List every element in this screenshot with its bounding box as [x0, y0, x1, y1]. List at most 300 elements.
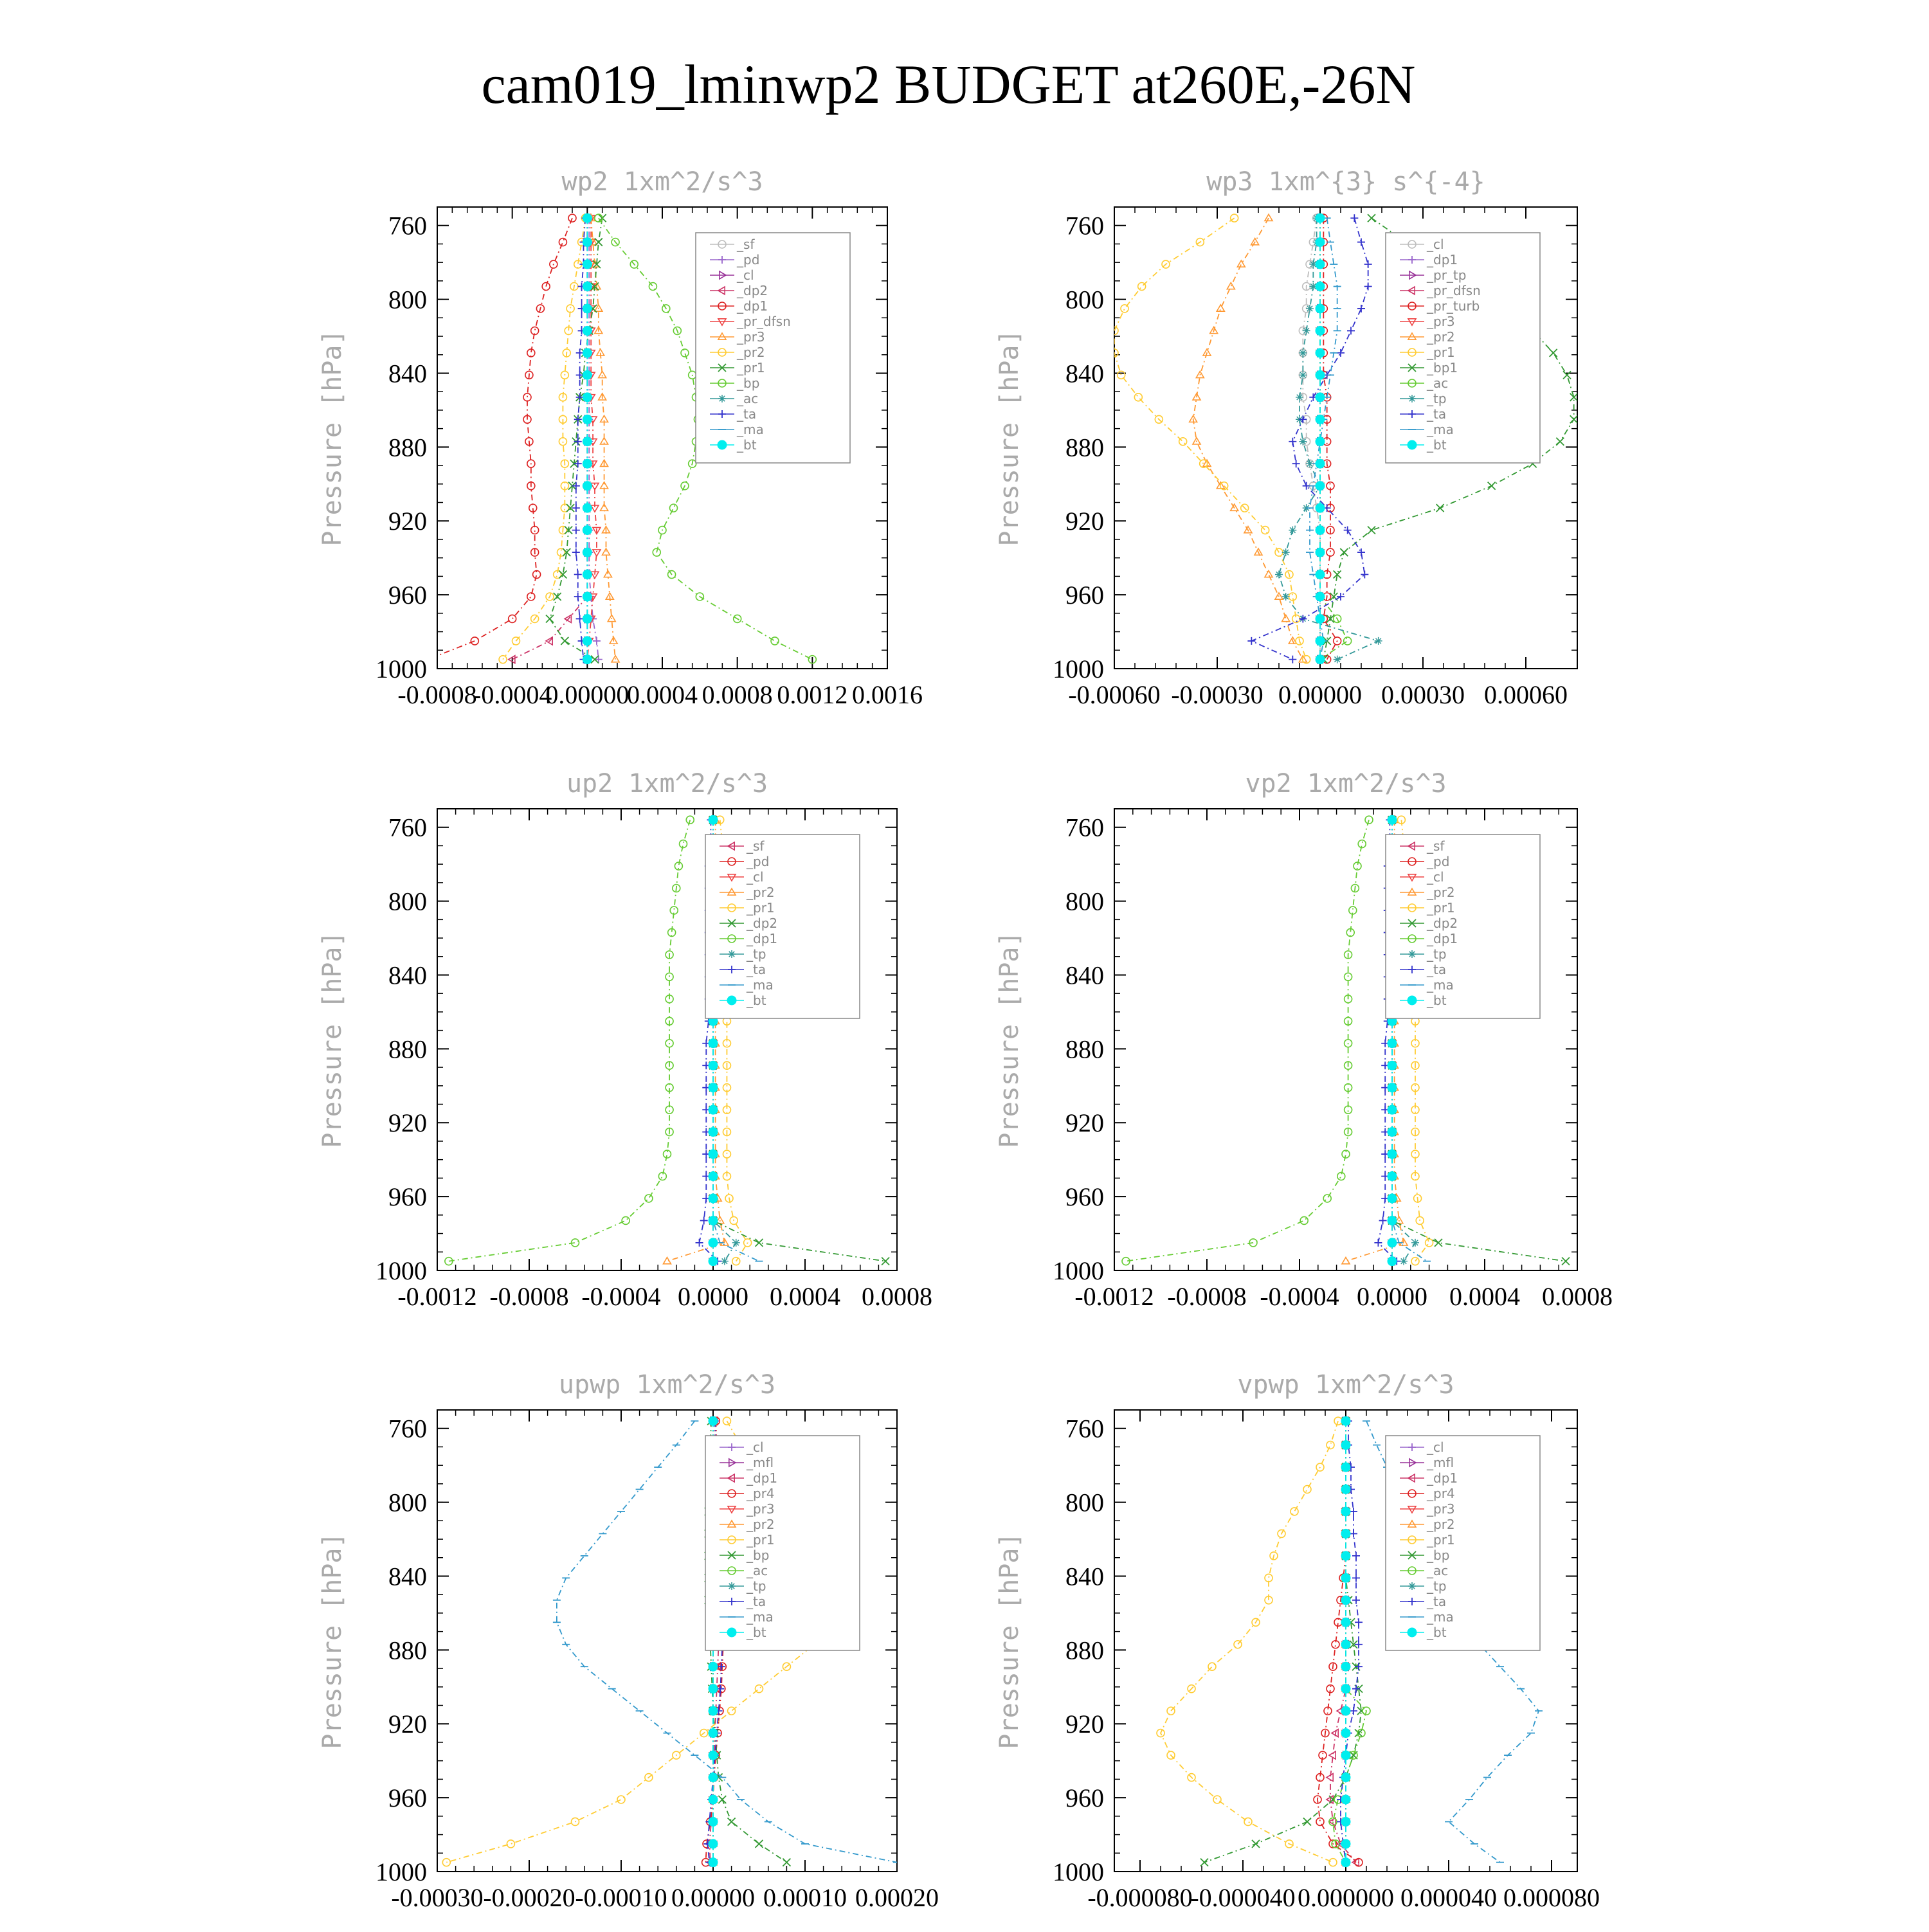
data-point [583, 260, 592, 269]
data-point [1364, 282, 1372, 290]
data-point [1265, 1574, 1272, 1582]
legend [1386, 1436, 1540, 1650]
series-line [1193, 218, 1303, 659]
data-point [1234, 1641, 1242, 1648]
y-tick-label: 840 [1065, 961, 1104, 990]
data-point [583, 282, 592, 291]
y-tick-label: 880 [388, 1034, 427, 1064]
data-point [1316, 437, 1325, 446]
data-point [709, 1751, 718, 1760]
data-point [574, 460, 582, 467]
x-tick-label: 0.00010 [763, 1883, 847, 1912]
data-point [1350, 1707, 1357, 1715]
y-tick-label: 920 [388, 1108, 427, 1138]
y-axis-label: Pressure [hPa] [995, 329, 1024, 546]
data-point [583, 592, 592, 601]
data-point [583, 614, 592, 623]
y-tick-label: 880 [388, 1636, 427, 1665]
data-point [574, 593, 582, 600]
x-tick-label: 0.0008 [702, 680, 773, 709]
legend-entry: _ta [747, 1594, 766, 1609]
data-point [1299, 349, 1307, 357]
data-point [728, 1707, 736, 1715]
data-point [1341, 1507, 1350, 1516]
legend-entry: _pr2 [747, 885, 775, 900]
data-point [709, 1128, 718, 1137]
data-point [756, 1239, 763, 1247]
data-point [1341, 1795, 1350, 1804]
data-point [1426, 1239, 1433, 1247]
data-point [670, 504, 678, 512]
legend-marker [728, 950, 736, 958]
data-point [1118, 371, 1125, 379]
series-pr2 [499, 214, 589, 663]
data-point [1357, 305, 1365, 312]
data-point [709, 1238, 718, 1247]
data-point [1316, 304, 1325, 313]
data-point [1300, 1216, 1308, 1224]
data-point [709, 1039, 718, 1048]
data-point [645, 1195, 653, 1202]
y-tick-label: 880 [1065, 1034, 1104, 1064]
data-point [1306, 305, 1314, 312]
data-point [1374, 1239, 1382, 1247]
data-point [1341, 1485, 1350, 1494]
data-point [1341, 1839, 1350, 1848]
legend-entry: _pr3 [1427, 314, 1455, 329]
data-point [1138, 282, 1146, 290]
data-point [709, 1684, 718, 1693]
x-tick-label: -0.000040 [1190, 1883, 1296, 1912]
legend [1386, 835, 1540, 1018]
legend-entry: _dp1 [1427, 931, 1458, 946]
data-point [1488, 482, 1496, 490]
legend-entry: _pr_dfsn [737, 314, 791, 329]
data-point [1355, 1618, 1363, 1626]
data-point [1200, 1859, 1208, 1866]
y-tick-label: 760 [388, 813, 427, 842]
data-point [1361, 571, 1368, 579]
panel-2 [995, 167, 1578, 709]
series-bt [1341, 1416, 1350, 1866]
data-point [1357, 548, 1365, 556]
y-tick-label: 1000 [376, 655, 427, 683]
data-point [622, 1216, 629, 1224]
data-point [1303, 482, 1310, 490]
x-tick-label: 0.00000 [671, 1883, 755, 1912]
data-point [1341, 1463, 1350, 1472]
legend-entry: _bt [737, 437, 757, 453]
data-point [1316, 260, 1325, 269]
legend-entry: _pr1 [737, 360, 765, 375]
x-tick-label: -0.00020 [483, 1883, 575, 1912]
data-point [595, 656, 602, 664]
x-tick-label: 0.0004 [1449, 1282, 1520, 1311]
panel-5 [318, 1370, 939, 1912]
data-point [721, 1258, 729, 1265]
data-point [709, 1773, 718, 1782]
x-tick-label: 0.000000 [1298, 1883, 1394, 1912]
data-point [1275, 571, 1283, 579]
legend-entry: _pd [747, 854, 770, 869]
legend-entry: _ma [747, 1609, 774, 1625]
legend-entry: _ac [747, 1563, 768, 1578]
legend-entry: _pr1 [747, 1532, 775, 1548]
legend-entry: _pr4 [1427, 1486, 1455, 1501]
data-point [507, 1840, 514, 1848]
data-point [561, 637, 568, 645]
data-point [1289, 527, 1296, 534]
x-tick-label: -0.00060 [1068, 680, 1161, 709]
data-point [649, 282, 657, 290]
y-tick-label: 1000 [376, 1256, 427, 1285]
legend-entry: _tp [1427, 391, 1447, 406]
y-tick-label: 1000 [1053, 1857, 1104, 1886]
data-point [583, 482, 592, 491]
data-point [593, 550, 601, 556]
data-point [1368, 527, 1375, 534]
legend [705, 835, 860, 1018]
legend-entry: _pr1 [1427, 1532, 1455, 1548]
legend-entry: _ac [1427, 375, 1449, 391]
data-point [1282, 593, 1290, 600]
data-point [1316, 326, 1325, 335]
data-point [1282, 615, 1290, 621]
data-point [1316, 592, 1325, 601]
data-point [1375, 637, 1382, 645]
data-point [1303, 1818, 1311, 1825]
legend-entry: _bp [747, 1548, 770, 1563]
data-point [1316, 548, 1325, 557]
y-tick-label: 960 [1065, 1182, 1104, 1212]
data-point [509, 615, 516, 622]
y-tick-label: 800 [1065, 285, 1104, 314]
legend-entry: _ta [737, 406, 757, 422]
data-point [583, 548, 592, 557]
data-point [1316, 503, 1325, 512]
x-tick-label: 0.00030 [1381, 680, 1465, 709]
data-point [1388, 1257, 1397, 1266]
x-tick-label: -0.0012 [1074, 1282, 1154, 1311]
x-tick-label: -0.0008 [397, 680, 477, 709]
data-point [1316, 1818, 1324, 1825]
data-point [1316, 348, 1325, 357]
legend-entry: _mfl [747, 1455, 774, 1470]
data-point [709, 1729, 718, 1738]
data-point [1244, 1818, 1252, 1825]
data-point [723, 1150, 730, 1158]
data-point [1570, 415, 1578, 423]
data-point [559, 239, 566, 246]
legend-entry: _pd [1427, 854, 1450, 869]
data-point [1289, 656, 1296, 664]
data-point [728, 1818, 736, 1825]
data-point [1341, 1596, 1350, 1605]
data-point [471, 637, 478, 645]
legend-entry: _ma [1427, 1609, 1454, 1625]
legend-marker [718, 395, 726, 402]
x-tick-label: -0.00030 [1171, 680, 1263, 709]
data-point [1296, 393, 1303, 401]
data-point [1247, 637, 1255, 645]
data-point [1306, 460, 1314, 467]
data-point [1323, 1195, 1331, 1202]
data-point [709, 1416, 718, 1425]
data-point [1134, 393, 1142, 401]
y-tick-label: 920 [1065, 507, 1104, 536]
data-point [1388, 815, 1397, 824]
data-point [709, 1083, 718, 1092]
data-point [696, 1239, 703, 1247]
y-tick-label: 800 [388, 1488, 427, 1517]
legend-entry: _dp1 [747, 1470, 778, 1486]
data-point [601, 504, 608, 510]
legend-marker [727, 1628, 736, 1637]
series-line [1126, 820, 1369, 1261]
data-point [583, 238, 592, 247]
legend-marker [1408, 440, 1417, 449]
data-point [1344, 637, 1352, 645]
data-point [546, 615, 554, 622]
panel-title: upwp 1xm^2/s^3 [558, 1370, 776, 1400]
data-point [709, 1795, 718, 1804]
y-tick-label: 960 [388, 1182, 427, 1212]
data-point [572, 548, 580, 556]
legend-entry: _tp [1427, 946, 1447, 962]
legend-entry: _pr4 [747, 1486, 775, 1501]
data-point [1388, 1238, 1397, 1247]
data-point [574, 571, 582, 579]
x-tick-label: -0.0008 [489, 1282, 569, 1311]
y-tick-label: 920 [388, 1710, 427, 1739]
x-tick-label: -0.0004 [581, 1282, 661, 1311]
data-point [583, 304, 592, 313]
legend-entry: _ta [1427, 1594, 1447, 1609]
data-point [1341, 1751, 1350, 1760]
data-point [1282, 548, 1290, 556]
data-point [1341, 1618, 1350, 1627]
legend-entry: _pr3 [1427, 1501, 1455, 1517]
data-point [583, 655, 592, 664]
legend-marker [1408, 1628, 1417, 1637]
data-point [583, 459, 592, 468]
y-tick-label: 840 [1065, 359, 1104, 388]
y-tick-label: 880 [388, 433, 427, 462]
y-axis-label: Pressure [hPa] [318, 931, 347, 1148]
data-point [1341, 1573, 1350, 1582]
legend-entry: _ma [1427, 422, 1454, 437]
x-tick-label: 0.00060 [1484, 680, 1568, 709]
legend-entry: _dp1 [737, 298, 768, 314]
x-tick-label: 0.000040 [1400, 1883, 1497, 1912]
legend-entry: _bt [747, 1625, 766, 1640]
data-point [1352, 1552, 1360, 1560]
data-point [617, 1796, 625, 1803]
legend-entry: _pr1 [747, 900, 775, 916]
legend-entry: _pr2 [1427, 885, 1455, 900]
data-point [1411, 1239, 1419, 1247]
data-point [1388, 1039, 1397, 1048]
data-point [1316, 655, 1325, 664]
data-point [1316, 213, 1325, 222]
data-point [583, 437, 592, 446]
series-dp1 [445, 816, 694, 1265]
data-point [1337, 349, 1345, 357]
y-tick-label: 880 [1065, 433, 1104, 462]
data-point [1347, 327, 1355, 334]
data-point [1265, 571, 1272, 577]
data-point [583, 526, 592, 535]
figure-title: cam019_lminwp2 BUDGET at260E,-26N [481, 53, 1416, 115]
legend-entry: _cl [1427, 869, 1444, 885]
legend-entry: _ma [747, 977, 774, 993]
data-point [1289, 438, 1296, 446]
legend-entry: _pr1 [1427, 345, 1455, 360]
legend-marker [1408, 996, 1417, 1005]
data-point [1213, 1796, 1221, 1803]
legend-box [1386, 1436, 1540, 1650]
data-point [1262, 527, 1269, 534]
y-axis-label: Pressure [hPa] [318, 1532, 347, 1749]
panel-3 [318, 769, 932, 1311]
data-point [1237, 260, 1245, 267]
data-point [718, 1796, 726, 1803]
legend-entry: _sf [1427, 838, 1445, 854]
y-tick-label: 880 [1065, 1636, 1104, 1665]
data-point [583, 213, 592, 222]
legend-entry: _bt [1427, 437, 1447, 453]
y-tick-label: 760 [1065, 813, 1104, 842]
x-tick-label: 0.0008 [1542, 1282, 1613, 1311]
y-tick-label: 800 [1065, 887, 1104, 916]
legend-entry: _dp1 [747, 931, 778, 946]
legend-entry: _dp1 [1427, 252, 1458, 267]
data-point [1388, 1105, 1397, 1114]
data-point [709, 1194, 718, 1203]
data-point [756, 1840, 763, 1848]
data-point [1341, 1529, 1350, 1538]
legend-entry: _cl [747, 1440, 764, 1455]
data-point [1388, 1083, 1397, 1092]
data-point [1563, 371, 1571, 379]
x-tick-label: -0.00030 [391, 1883, 484, 1912]
y-tick-label: 800 [1065, 1488, 1104, 1517]
legend-entry: _sf [747, 838, 765, 854]
data-point [1291, 1508, 1298, 1515]
data-point [771, 637, 779, 645]
y-tick-label: 1000 [376, 1857, 427, 1886]
data-point [1327, 548, 1334, 556]
series-pr3 [587, 214, 619, 662]
data-point [666, 973, 673, 980]
legend [705, 1436, 860, 1650]
data-point [1352, 1596, 1360, 1604]
legend-entry: _mfl [1427, 1455, 1454, 1470]
y-tick-label: 1000 [1053, 655, 1104, 683]
legend-entry: _ma [737, 422, 764, 437]
data-point [559, 438, 566, 446]
data-point [583, 326, 592, 335]
data-point [1436, 504, 1444, 512]
data-point [709, 1061, 718, 1070]
data-point [1379, 1216, 1387, 1224]
legend-marker [728, 1582, 736, 1590]
data-point [572, 527, 580, 534]
data-point [1562, 1258, 1570, 1265]
legend-entry: _tp [747, 1578, 766, 1594]
panel-title: wp2 1xm^2/s^3 [561, 167, 763, 197]
legend-marker [1408, 1582, 1416, 1590]
data-point [1179, 438, 1187, 446]
y-tick-label: 920 [1065, 1710, 1104, 1739]
data-point [664, 1258, 671, 1264]
legend-entry: _pr2 [737, 345, 765, 360]
y-tick-label: 960 [1065, 1783, 1104, 1813]
legend-entry: _bt [1427, 1625, 1447, 1640]
data-point [583, 370, 592, 379]
data-point [1350, 1530, 1357, 1537]
legend-entry: _cl [747, 869, 764, 885]
legend-marker [727, 996, 736, 1005]
data-point [783, 1859, 790, 1866]
data-point [601, 482, 608, 489]
series-ta [1247, 214, 1372, 663]
data-point [1350, 214, 1358, 222]
data-point [572, 482, 580, 490]
x-tick-label: 0.000080 [1503, 1883, 1600, 1912]
data-point [1341, 1706, 1350, 1715]
y-tick-label: 920 [1065, 1108, 1104, 1138]
data-point [1316, 415, 1325, 424]
data-point [1316, 614, 1325, 623]
data-point [1316, 570, 1325, 579]
legend-entry: _dp1 [1427, 1470, 1458, 1486]
series-line [1114, 218, 1307, 659]
legend-entry: _dp2 [1427, 916, 1458, 931]
data-point [709, 1858, 718, 1867]
data-point [1316, 459, 1325, 468]
data-point [574, 438, 582, 446]
x-tick-label: 0.0000 [1357, 1282, 1427, 1311]
data-point [1316, 238, 1325, 247]
data-point [1550, 349, 1557, 357]
panel-4 [995, 769, 1613, 1311]
data-point [583, 393, 592, 402]
data-point [1350, 1508, 1357, 1515]
panel-6 [995, 1370, 1600, 1912]
data-point [1556, 438, 1564, 446]
legend-entry: _ma [1427, 977, 1454, 993]
y-tick-label: 920 [388, 507, 427, 536]
legend-entry: _dp2 [737, 283, 768, 298]
data-point [583, 570, 592, 579]
data-point [1299, 371, 1307, 379]
legend-entry: _cl [737, 267, 754, 283]
legend-entry: _pr_tp [1427, 267, 1467, 283]
data-point [709, 1706, 718, 1715]
data-point [1352, 1574, 1360, 1582]
x-tick-label: -0.00010 [575, 1883, 667, 1912]
y-axis-label: Pressure [hPa] [995, 931, 1024, 1148]
x-tick-label: -0.0004 [473, 680, 552, 709]
data-point [1388, 1061, 1397, 1070]
y-tick-label: 760 [388, 1414, 427, 1443]
series-pr4 [1314, 1417, 1363, 1866]
series-tp [1275, 214, 1382, 663]
legend-entry: _bp [737, 375, 760, 391]
data-point [583, 348, 592, 357]
data-point [583, 636, 592, 646]
